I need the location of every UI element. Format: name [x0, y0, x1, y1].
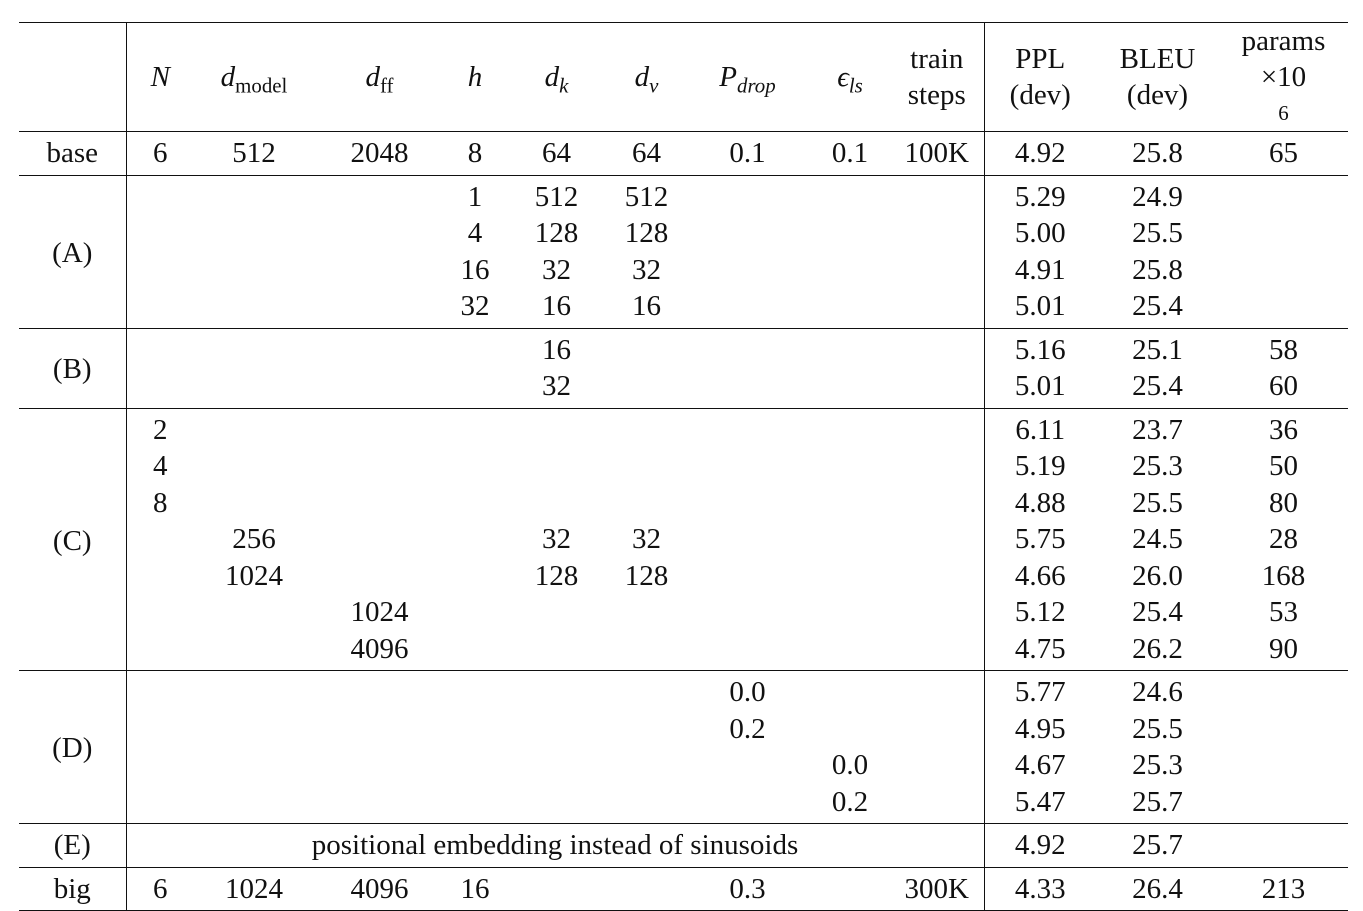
table-row — [19, 711, 1348, 748]
cell-d-ff — [314, 368, 445, 408]
cell-params: 58 — [1219, 328, 1348, 368]
cell-d-v: 64 — [632, 137, 661, 169]
table-row — [19, 867, 1348, 911]
cell-h: 1 — [445, 175, 505, 215]
cell-d-model — [194, 747, 314, 784]
table-row — [19, 631, 1348, 671]
table-row — [19, 328, 1348, 368]
cell-bleu: 25.7 — [1132, 785, 1183, 818]
cell-params — [1219, 215, 1348, 252]
cell-h — [445, 448, 505, 485]
cell-train-steps — [890, 784, 984, 824]
cell-p-drop — [685, 485, 810, 522]
group-label: (E) — [19, 824, 126, 868]
cell-d-k: 512 — [505, 175, 608, 215]
cell-n — [126, 711, 194, 748]
cell-params — [1219, 252, 1348, 289]
cell-ppl: 5.47 — [1014, 785, 1066, 818]
row-group — [19, 408, 1348, 671]
group-label: (A) — [19, 175, 126, 328]
cell-ppl: 4.88 — [1014, 486, 1066, 519]
cell-d-k — [505, 408, 608, 448]
cell-d-v: 128 — [624, 217, 669, 249]
header-d-v: $d_v$ — [608, 23, 685, 132]
cell-params — [1219, 175, 1348, 215]
cell-d-k: 32 — [542, 253, 571, 286]
cell-params — [1219, 711, 1348, 748]
cell-params: 28 — [1269, 523, 1298, 555]
cell-params: 90 — [1269, 632, 1298, 665]
cell-bleu: 25.4 — [1132, 596, 1183, 628]
cell-params: 168 — [1261, 559, 1306, 592]
cell-p-drop — [685, 448, 810, 485]
cell-h — [445, 368, 505, 408]
table-header — [19, 23, 1348, 132]
header-group — [19, 23, 126, 132]
cell-d-k: 128 — [534, 217, 579, 249]
cell-train-steps — [890, 368, 984, 408]
cell-h: 8 — [467, 137, 483, 169]
cell-eps-ls — [810, 328, 890, 368]
cell-eps-ls — [810, 711, 890, 748]
cell-n — [126, 631, 194, 671]
cell-n: 2 — [126, 408, 194, 448]
cell-ppl: 5.19 — [1014, 450, 1066, 482]
cell-d-model — [194, 631, 314, 671]
cell-eps-ls — [810, 215, 890, 252]
cell-h — [445, 784, 505, 824]
spanning-note: positional embedding instead of sinusoids — [126, 824, 984, 868]
cell-eps-ls — [810, 521, 890, 558]
cell-n: 8 — [153, 486, 168, 519]
cell-p-drop — [685, 521, 810, 558]
cell-eps-ls — [810, 288, 890, 328]
cell-bleu: 24.9 — [1096, 175, 1219, 215]
cell-d-ff: 1024 — [350, 596, 409, 628]
group-label: base — [19, 132, 126, 176]
cell-d-v — [608, 448, 685, 485]
cell-d-ff: 4096 — [314, 867, 445, 911]
cell-n — [126, 521, 194, 558]
cell-d-k — [505, 747, 608, 784]
header-row — [19, 23, 1348, 132]
cell-d-k: 16 — [505, 328, 608, 368]
cell-bleu: 25.8 — [1132, 253, 1183, 286]
cell-p-drop — [685, 175, 810, 215]
cell-h: 32 — [460, 290, 490, 322]
cell-p-drop: 0.1 — [729, 137, 766, 169]
cell-d-model — [194, 368, 314, 408]
cell-train-steps — [890, 521, 984, 558]
cell-d-model — [194, 784, 314, 824]
header-bleu: BLEU (dev) — [1096, 23, 1219, 132]
header-n: N — [126, 23, 194, 132]
cell-n — [126, 252, 194, 289]
cell-d-ff — [314, 784, 445, 824]
table-row — [19, 521, 1348, 558]
row-group — [19, 824, 1348, 868]
table-row — [19, 747, 1348, 784]
cell-eps-ls — [810, 448, 890, 485]
row-group — [19, 132, 1348, 176]
cell-n — [126, 215, 194, 252]
cell-eps-ls — [810, 558, 890, 595]
cell-d-model — [194, 175, 314, 215]
row-group — [19, 175, 1348, 328]
cell-eps-ls: 0.1 — [831, 137, 869, 169]
cell-eps-ls — [810, 631, 890, 671]
cell-ppl: 6.11 — [984, 408, 1096, 448]
cell-d-v — [608, 368, 685, 408]
header-p-drop: $P_{drop}$ — [685, 23, 810, 132]
cell-params: 60 — [1269, 370, 1298, 402]
cell-p-drop — [685, 558, 810, 595]
cell-ppl: 4.66 — [1014, 559, 1066, 592]
cell-train-steps — [890, 215, 984, 252]
cell-params: 53 — [1269, 596, 1298, 628]
cell-params: 50 — [1269, 450, 1298, 482]
cell-train-steps — [890, 288, 984, 328]
cell-n: 6 — [153, 137, 168, 169]
cell-train-steps — [890, 671, 984, 711]
cell-d-k: 64 — [542, 137, 571, 169]
cell-p-drop — [685, 288, 810, 328]
cell-d-k: 128 — [534, 559, 579, 592]
cell-d-model — [194, 288, 314, 328]
cell-h — [445, 671, 505, 711]
cell-train-steps — [890, 175, 984, 215]
cell-d-v — [608, 408, 685, 448]
cell-d-model — [194, 408, 314, 448]
cell-d-k — [505, 594, 608, 631]
cell-train-steps — [890, 747, 984, 784]
cell-p-drop — [685, 368, 810, 408]
group-label: (C) — [19, 408, 126, 671]
cell-ppl: 5.77 — [984, 671, 1096, 711]
cell-eps-ls — [810, 867, 890, 911]
cell-d-model — [194, 594, 314, 631]
cell-d-k: 32 — [542, 370, 571, 402]
cell-d-v — [608, 867, 685, 911]
row-group — [19, 328, 1348, 408]
group-label: (D) — [19, 671, 126, 824]
cell-eps-ls — [810, 368, 890, 408]
cell-eps-ls — [810, 671, 890, 711]
cell-d-v: 32 — [632, 253, 661, 286]
cell-bleu: 24.5 — [1132, 523, 1183, 555]
row-group — [19, 671, 1348, 824]
header-d-model: $d_{model}$ — [194, 23, 314, 132]
cell-d-k — [505, 448, 608, 485]
cell-d-model — [194, 485, 314, 522]
cell-h — [445, 711, 505, 748]
cell-train-steps — [890, 631, 984, 671]
table-row — [19, 784, 1348, 824]
cell-d-k: 16 — [542, 290, 571, 322]
table-row — [19, 594, 1348, 631]
table-row — [19, 368, 1348, 408]
group-label: (B) — [19, 328, 126, 408]
cell-train-steps — [890, 448, 984, 485]
cell-p-drop: 0.0 — [685, 671, 810, 711]
cell-params — [1219, 824, 1348, 868]
cell-d-model: 1024 — [194, 867, 314, 911]
cell-d-model: 256 — [232, 523, 276, 555]
cell-eps-ls — [810, 594, 890, 631]
cell-train-steps — [890, 558, 984, 595]
cell-train-steps: 300K — [890, 867, 984, 911]
table-row — [19, 408, 1348, 448]
cell-p-drop — [685, 215, 810, 252]
cell-params — [1219, 671, 1348, 711]
cell-ppl: 5.29 — [984, 175, 1096, 215]
cell-p-drop — [685, 784, 810, 824]
cell-eps-ls: 0.2 — [831, 785, 869, 818]
cell-params: 213 — [1219, 867, 1348, 911]
cell-train-steps: 100K — [890, 132, 984, 176]
header-d-k: $d_k$ — [505, 23, 608, 132]
cell-eps-ls: 0.0 — [831, 749, 869, 781]
cell-eps-ls — [810, 175, 890, 215]
cell-bleu: 25.1 — [1096, 328, 1219, 368]
cell-n — [126, 747, 194, 784]
cell-ppl: 4.91 — [1014, 253, 1066, 286]
cell-p-drop — [685, 328, 810, 368]
cell-h — [445, 521, 505, 558]
cell-p-drop — [685, 408, 810, 448]
cell-d-ff — [314, 252, 445, 289]
cell-ppl: 4.92 — [984, 824, 1096, 868]
cell-d-model — [194, 328, 314, 368]
cell-bleu: 23.7 — [1096, 408, 1219, 448]
cell-d-ff — [314, 711, 445, 748]
table-row — [19, 671, 1348, 711]
header-ppl: PPL (dev) — [984, 23, 1096, 132]
cell-d-model — [194, 252, 314, 289]
cell-n — [126, 671, 194, 711]
cell-train-steps — [890, 711, 984, 748]
cell-d-v: 128 — [624, 559, 669, 592]
cell-d-v: 512 — [608, 175, 685, 215]
cell-eps-ls — [810, 252, 890, 289]
cell-bleu: 25.4 — [1132, 370, 1183, 402]
header-eps-ls: $\epsilon_{ls}$ — [810, 23, 890, 132]
header-params: params ×10 6 — [1219, 23, 1348, 132]
cell-n — [126, 784, 194, 824]
table-row — [19, 558, 1348, 595]
cell-bleu: 25.3 — [1132, 749, 1183, 781]
group-label: big — [19, 867, 126, 911]
cell-train-steps — [890, 252, 984, 289]
cell-bleu: 25.8 — [1132, 137, 1183, 169]
results-table — [19, 22, 1348, 911]
cell-params — [1219, 784, 1348, 824]
cell-params — [1219, 747, 1348, 784]
cell-train-steps — [890, 328, 984, 368]
cell-d-k — [505, 784, 608, 824]
cell-d-model — [194, 711, 314, 748]
cell-params: 65 — [1269, 137, 1298, 169]
cell-d-v — [608, 784, 685, 824]
header-d-ff: $d_{ff}$ — [314, 23, 445, 132]
header-train-steps: train steps — [890, 23, 984, 132]
table-row — [19, 448, 1348, 485]
cell-d-model — [194, 671, 314, 711]
cell-d-ff — [314, 215, 445, 252]
cell-p-drop — [685, 594, 810, 631]
cell-d-k — [505, 711, 608, 748]
cell-bleu: 25.7 — [1096, 824, 1219, 868]
cell-h: 16 — [445, 867, 505, 911]
table-row — [19, 824, 1348, 868]
cell-h — [445, 747, 505, 784]
cell-d-ff: 4096 — [350, 632, 409, 665]
cell-train-steps — [890, 408, 984, 448]
cell-ppl: 5.75 — [1014, 523, 1066, 555]
cell-d-v — [608, 711, 685, 748]
cell-ppl: 4.95 — [1014, 712, 1066, 745]
cell-h: 16 — [460, 253, 490, 286]
cell-h: 4 — [467, 217, 483, 249]
cell-eps-ls — [810, 408, 890, 448]
cell-eps-ls — [810, 485, 890, 522]
cell-d-v — [608, 747, 685, 784]
cell-d-v — [608, 328, 685, 368]
cell-d-v — [608, 631, 685, 671]
cell-p-drop: 0.3 — [685, 867, 810, 911]
cell-bleu: 24.6 — [1096, 671, 1219, 711]
cell-h — [445, 328, 505, 368]
cell-d-v: 32 — [632, 523, 661, 555]
cell-h — [445, 594, 505, 631]
cell-bleu: 25.5 — [1132, 486, 1183, 519]
cell-d-ff — [314, 328, 445, 368]
cell-bleu: 26.0 — [1132, 559, 1183, 592]
cell-train-steps — [890, 594, 984, 631]
cell-d-ff — [314, 747, 445, 784]
table-row — [19, 215, 1348, 252]
cell-d-ff — [314, 288, 445, 328]
cell-d-k — [505, 631, 608, 671]
cell-d-ff: 2048 — [350, 137, 409, 169]
header-h: h — [445, 23, 505, 132]
cell-n — [126, 558, 194, 595]
cell-d-k — [505, 671, 608, 711]
cell-d-ff — [314, 485, 445, 522]
cell-h — [445, 485, 505, 522]
cell-params: 36 — [1219, 408, 1348, 448]
cell-n — [126, 288, 194, 328]
cell-d-ff — [314, 408, 445, 448]
cell-n — [126, 368, 194, 408]
cell-h — [445, 558, 505, 595]
table-row — [19, 485, 1348, 522]
cell-n: 6 — [126, 867, 194, 911]
cell-bleu: 25.3 — [1132, 450, 1183, 482]
cell-d-model — [194, 448, 314, 485]
cell-d-model — [194, 215, 314, 252]
cell-d-v: 16 — [632, 290, 661, 322]
cell-ppl: 4.33 — [984, 867, 1096, 911]
cell-params: 80 — [1269, 486, 1298, 519]
cell-bleu: 26.4 — [1096, 867, 1219, 911]
cell-bleu: 25.5 — [1132, 712, 1183, 745]
table-row — [19, 252, 1348, 289]
cell-d-v — [608, 485, 685, 522]
table-row — [19, 288, 1348, 328]
cell-ppl: 5.12 — [1014, 596, 1066, 628]
cell-ppl: 5.16 — [984, 328, 1096, 368]
cell-d-k — [505, 485, 608, 522]
cell-d-v — [608, 594, 685, 631]
cell-d-k: 32 — [542, 523, 571, 555]
cell-d-ff — [314, 671, 445, 711]
cell-p-drop — [685, 631, 810, 671]
cell-ppl: 4.67 — [1014, 749, 1066, 781]
cell-ppl: 4.92 — [1014, 137, 1066, 169]
cell-n — [126, 175, 194, 215]
cell-p-drop: 0.2 — [729, 712, 766, 745]
cell-d-ff — [314, 521, 445, 558]
row-group — [19, 867, 1348, 911]
cell-d-ff — [314, 558, 445, 595]
cell-d-ff — [314, 175, 445, 215]
cell-p-drop — [685, 252, 810, 289]
cell-bleu: 26.2 — [1132, 632, 1183, 665]
table-row — [19, 175, 1348, 215]
cell-d-model: 1024 — [225, 559, 283, 592]
cell-n — [126, 328, 194, 368]
cell-ppl: 4.75 — [1014, 632, 1066, 665]
cell-ppl: 5.01 — [1014, 370, 1066, 402]
cell-bleu: 25.5 — [1132, 217, 1183, 249]
cell-h — [445, 631, 505, 671]
table-row — [19, 132, 1348, 176]
cell-ppl: 5.01 — [1014, 290, 1066, 322]
cell-params — [1219, 288, 1348, 328]
cell-d-ff — [314, 448, 445, 485]
cell-n — [126, 594, 194, 631]
cell-d-v — [608, 671, 685, 711]
cell-d-k — [505, 867, 608, 911]
cell-d-model: 512 — [232, 137, 276, 169]
cell-h — [445, 408, 505, 448]
cell-bleu: 25.4 — [1132, 290, 1183, 322]
cell-n: 4 — [153, 450, 168, 482]
cell-train-steps — [890, 485, 984, 522]
cell-p-drop — [685, 747, 810, 784]
cell-ppl: 5.00 — [1014, 217, 1066, 249]
